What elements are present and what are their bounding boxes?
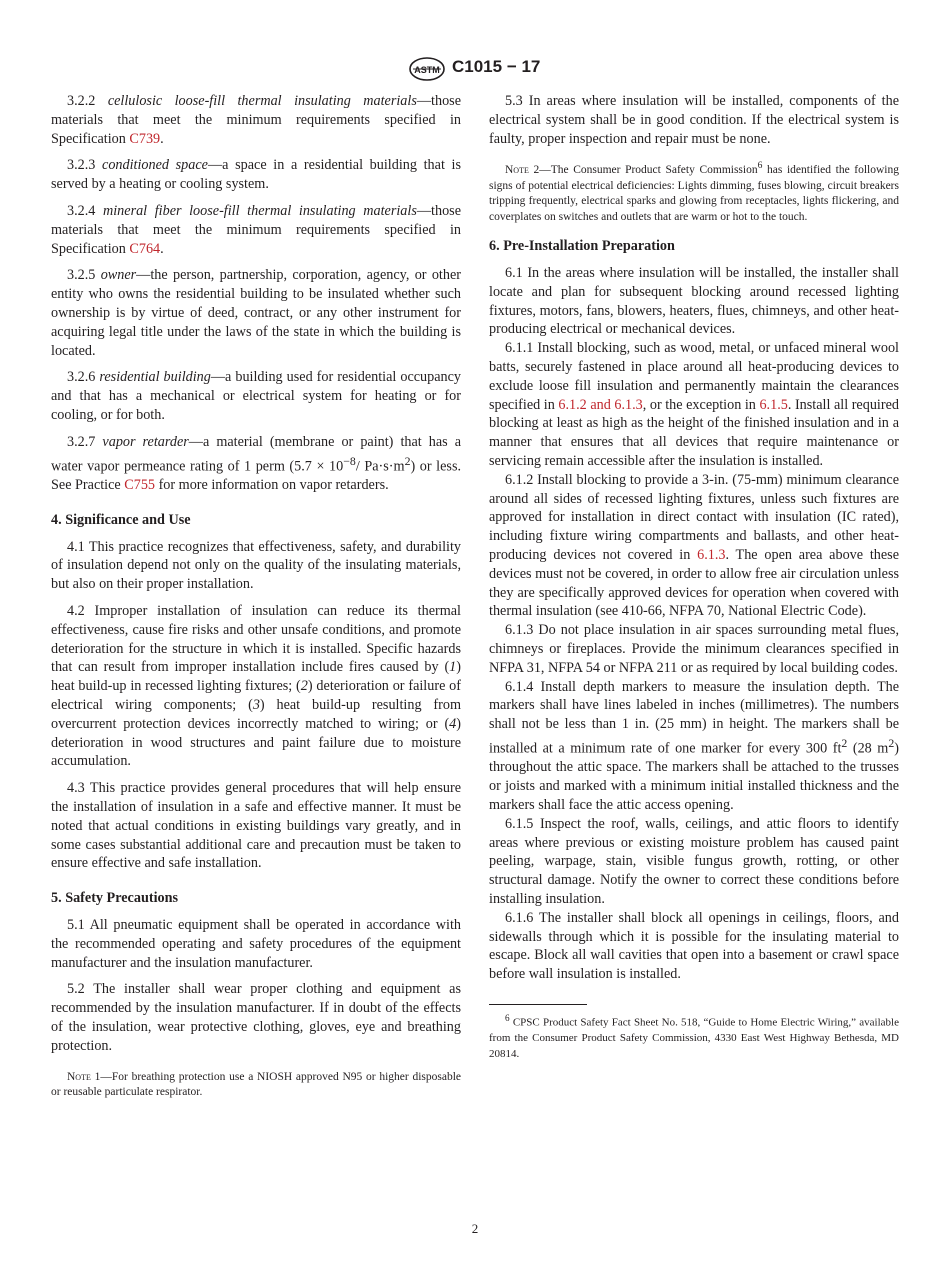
link-6-1-3[interactable]: 6.1.3 xyxy=(697,546,726,563)
footnote-6: $^6$ CPSC Product Safety Fact Sheet No. 518, “Guide to Home Electric Wiring,” available from the Consumer Product Safety Commission, 4330 East West Highway Bethesda, MD 20814. xyxy=(489,1013,899,1060)
para-6-1: 6.1 In the areas where insulation will be installed, the installer shall locate and plan for subsequent blocking around recessed lighting fixtures, motors, fans, blowers, heaters, flues, chimneys, and other heat-producing electrical or mechanical devices. xyxy=(489,265,899,338)
para-5-3: 5.3 In areas where insulation will be installed, components of the electrical system shall be in good condition. If the electrical system is faulty, proper inspection and repair must be none. xyxy=(489,93,899,147)
para-4-2: 4.2 Improper installation of insulation can reduce its thermal effectiveness, cause fire risks and other unsafe conditions, and promote deterioration for the structure in which it is installed. Specific hazards that can result from improper installation include fires caused by (1) heat build-up in recessed lighting fixtures; (2) deterioration or failure of electrical wiring components; (3) heat build-up resulting from overcurrent protection devices incorrectly matched to wiring; or (4) deterioration in wood structures and paint failure due to moisture accumulation. xyxy=(51,603,461,770)
para-4-3: 4.3 This practice provides general procedures that will help ensure the installation of insulation in a safe and effective manner. It must be noted that actual conditions in existing buildings vary greatly, and in some cases substantial additional care and precaution must be taken to ensure effective and safe installation. xyxy=(51,780,461,872)
para-3-2-4: 3.2.4 mineral fiber loose-fill thermal insulating materials—those materials that meet the minimum requirements specified in Specification C764. xyxy=(51,202,461,257)
para-3-2-7: 3.2.7 vapor retarder—a material (membrane or paint) that has a water vapor permeance rating of 1 perm ($5.7 \times 10^{-8}/$ $Pa\cdot s\cdot m^2$) or less. See Practice C755 for more information on vapor retarders. xyxy=(51,433,462,494)
section-heading-4: 4. Significance and Use xyxy=(51,511,191,528)
link-c764[interactable]: C764 xyxy=(129,240,161,257)
para-3-2-5: 3.2.5 owner—the person, partnership, corporation, agency, or other entity who owns the residential building to be insulated whether such ownership is by virtue of deed, contract, or any other instrument for acquiring legal title under the laws of the state in which the building is located. xyxy=(51,267,461,359)
para-6-1-3: 6.1.3 Do not place insulation in air spaces surrounding metal flues, chimneys or fireplaces. Provide the minimum clearances specified in NFPA 31, NFPA 54 or NFPA 211 or as required by local building codes. xyxy=(489,622,899,676)
logo-text: ASTM xyxy=(414,65,440,75)
footnote-ref-6[interactable]: 6 xyxy=(757,160,763,172)
para-3-2-2: 3.2.2 cellulosic loose-fill thermal insulating materials—those materials that meet the minimum requirements specified in Specification C739. xyxy=(51,93,461,147)
page-header xyxy=(0,56,950,84)
para-6-1-4: 6.1.4 Install depth markers to measure the insulation depth. The markers shall have lines labeled in inches (millimetres). The numbers shall not be less than 1 in. (25 mm) in height. The markers shall be installed at a minimum rate of one marker for every 300 $ft^2$ (28 $m^2$) throughout the attic space. The markers shall be attached to the trusses or joists and marked with a minimum initial installed thickness and the markers shall face the attic access opening. xyxy=(489,678,899,814)
left-column xyxy=(51,92,461,1101)
note-1: Note 1—For breathing protection use a NIOSH approved N95 or higher disposable or reusable particulate respirator. xyxy=(51,1070,462,1099)
para-5-2: 5.2 The installer shall wear proper clothing and equipment as recommended by the insulation manufacturer. If in doubt of the effects of the insulation, wear protective clothing, gloves, eye and breathing protection. xyxy=(51,981,461,1054)
section-heading-5: 5. Safety Precautions xyxy=(51,890,179,907)
link-c755[interactable]: C755 xyxy=(124,477,156,494)
footnote-divider xyxy=(489,1004,587,1005)
astm-logo-icon xyxy=(408,56,446,82)
para-3-2-3: 3.2.3 conditioned space—a space in a residential building that is served by a heating or cooling system. xyxy=(51,157,461,193)
para-5-1: 5.1 All pneumatic equipment shall be operated in accordance with the recommended operating and safety procedures of the equipment manufacturer and the insulation manufacturer. xyxy=(51,917,461,971)
para-6-1-6: 6.1.6 The installer shall block all openings in ceilings, floors, and sidewalls through which it is possible for the insulating material to escape. Block all wall cavities that open into a basement or crawl space before wall insulation is installed. xyxy=(489,909,899,983)
link-c739[interactable]: C739 xyxy=(129,130,161,147)
document-id: C1015 − 17 xyxy=(452,57,541,76)
link-6-1-2-and-6-1-3[interactable]: 6.1.2 and 6.1.3 xyxy=(558,396,643,413)
link-6-1-5[interactable]: 6.1.5 xyxy=(759,396,788,413)
para-3-2-6: 3.2.6 residential building—a building used for residential occupancy and that has a mechanical or electrical system for heating or for cooling, or for both. xyxy=(51,369,462,423)
para-6-1-5: 6.1.5 Inspect the roof, walls, ceilings, and attic floors to identify areas where previous or existing moisture problem has caused paint peeling, warpage, stain, visible fungus growth, rotting, or other structural damage. Notify the owner to correct these conditions before installing insulation. xyxy=(489,815,899,908)
para-6-1-2: 6.1.2 Install blocking to provide a 3-in. (75-mm) minimum clearance around all sides of recessed lighting fixtures, unless such fixtures are approved for installation in direct contact with insulation (IC rated), including fixture wiring compartments and ballasts, and other heat-producing devices not covered in 6.1.3. The open area above these devices must not be covered, in order to allow free air circulation unless they are specifically approved devices for operation when covered with thermal insulation (see 410-66, NFPA 70, National Electric Code). xyxy=(489,471,899,620)
right-column xyxy=(489,92,899,1062)
note-2: Note 2—The Consumer Product Safety Commission$^6$ has identified the following signs of potential electrical deficiencies: Lights dimming, fuses blowing, circuit breakers tripping frequently, electrical sparks and glowing from receptacles, lights flickering, and coverplates on switches and outlets that are warm or hot to the touch. xyxy=(489,160,899,223)
section-heading-6: 6. Pre-Installation Preparation xyxy=(489,238,675,255)
para-6-1-1: 6.1.1 Install blocking, such as wood, metal, or unfaced mineral wool batts, securely fastened in place around all heat-producing devices to exclude loose fill insulation and permanently maintain the clearances specified in 6.1.2 and 6.1.3, or the exception in 6.1.5. Install all required blocking at least as high as the height of the finished insulation and in a manner that ensures that all devices that require maintenance or servicing remain accessible after the insulation is installed. xyxy=(489,340,899,469)
para-4-1: 4.1 This practice recognizes that effectiveness, safety, and durability of insulation depend not only on the quality of the insulating materials, but also on their proper installation. xyxy=(51,538,461,593)
page-number: 2 xyxy=(471,1221,479,1236)
